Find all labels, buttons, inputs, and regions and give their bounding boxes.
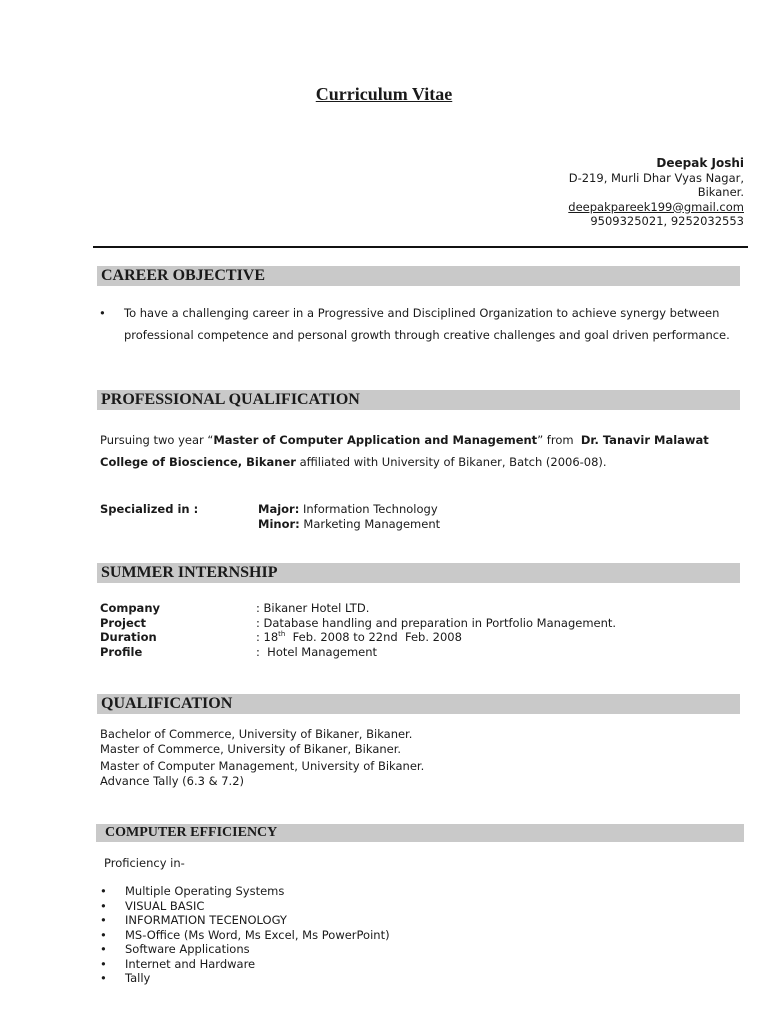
phone-numbers: 9509325021, 9252032553 (590, 214, 744, 228)
career-objective-list (97, 302, 747, 346)
duration-rest: Feb. 2008 to 22nd Feb. 2008 (285, 630, 462, 644)
address-line-2: Bikaner. (697, 185, 744, 199)
internship-value: : Database handling and preparation in Portfolio Management. (256, 615, 617, 630)
section-heading-qualification: QUALIFICATION (97, 694, 740, 714)
email-link[interactable]: deepakpareek199@gmail.com (568, 199, 744, 214)
duration-start-day: : 18 (256, 630, 279, 644)
career-objective-line-1: To have a challenging career in a Progressive and Disciplined Organization to achieve synergy between (124, 306, 720, 320)
internship-value: : Bikaner Hotel LTD. (256, 601, 370, 615)
section-heading-summer-internship: SUMMER INTERNSHIP (97, 563, 740, 583)
address-line-1: D-219, Murli Dhar Vyas Nagar, (568, 170, 744, 185)
college-name-part1: Dr. Tanavir Malawat (580, 433, 709, 447)
course-name: Master of Computer Application and Management (213, 433, 538, 447)
specialized-label: Specialized in : (100, 502, 199, 516)
section-heading-career-objective: CAREER OBJECTIVE (97, 266, 740, 286)
major-label: Major: (258, 502, 300, 516)
proficiency-list (98, 884, 698, 986)
college-name-part2: College of Bioscience, Bikaner (100, 455, 296, 469)
qualification-list (100, 727, 424, 788)
qualification-item: Bachelor of Commerce, University of Bikaner, Bikaner. (100, 727, 413, 741)
career-objective-item (97, 302, 747, 346)
minor-value: Marketing Management (299, 516, 441, 531)
career-objective-line-2: professional competence and personal growth through creative challenges and goal driven performance. (124, 328, 730, 342)
internship-value: : Hotel Management (256, 644, 378, 659)
proficiency-item: • MS-Office (Ms Word, Ms Excel, Ms PowerPoint) (98, 928, 698, 943)
pursuing-paragraph (100, 429, 748, 473)
internship-label: Profile (100, 644, 143, 659)
proficiency-item: • Software Applications (98, 942, 698, 957)
qualification-item: Master of Computer Management, University of Bikaner. (100, 759, 425, 773)
document-title: Curriculum Vitae (315, 84, 453, 104)
affiliation-text: affiliated with University of Bikaner, Batch (2006-08). (295, 455, 607, 469)
proficiency-item: • Multiple Operating Systems (98, 884, 698, 899)
internship-label: Company (100, 601, 160, 615)
specialization-values (258, 502, 440, 531)
section-heading-computer-efficiency: COMPUTER EFFICIENCY (96, 824, 744, 842)
candidate-name: Deepak Joshi (656, 156, 744, 170)
qualification-item: Advance Tally (6.3 & 7.2) (100, 773, 245, 788)
internship-label: Project (100, 615, 147, 630)
internship-value (256, 630, 462, 645)
internship-details (100, 601, 740, 661)
proficiency-item: • Tally (98, 971, 698, 986)
contact-block (568, 156, 744, 229)
proficiency-item: • INFORMATION TECENOLOGY (98, 913, 698, 928)
section-heading-professional-qualification: PROFESSIONAL QUALIFICATION (97, 390, 740, 410)
proficiency-intro: Proficiency in- (104, 856, 185, 870)
pursuing-prefix: Pursuing two year “ (100, 433, 214, 447)
internship-label: Duration (100, 630, 157, 644)
header-divider (93, 246, 748, 248)
ordinal-suffix: th (278, 630, 286, 639)
proficiency-item: • VISUAL BASIC (98, 899, 698, 914)
major-value: Information Technology (299, 502, 438, 516)
proficiency-item: • Internet and Hardware (98, 957, 698, 972)
qualification-item: Master of Commerce, University of Bikaner, Bikaner. (100, 741, 402, 756)
from-text: ” from (537, 433, 578, 447)
minor-label: Minor: (258, 516, 300, 531)
